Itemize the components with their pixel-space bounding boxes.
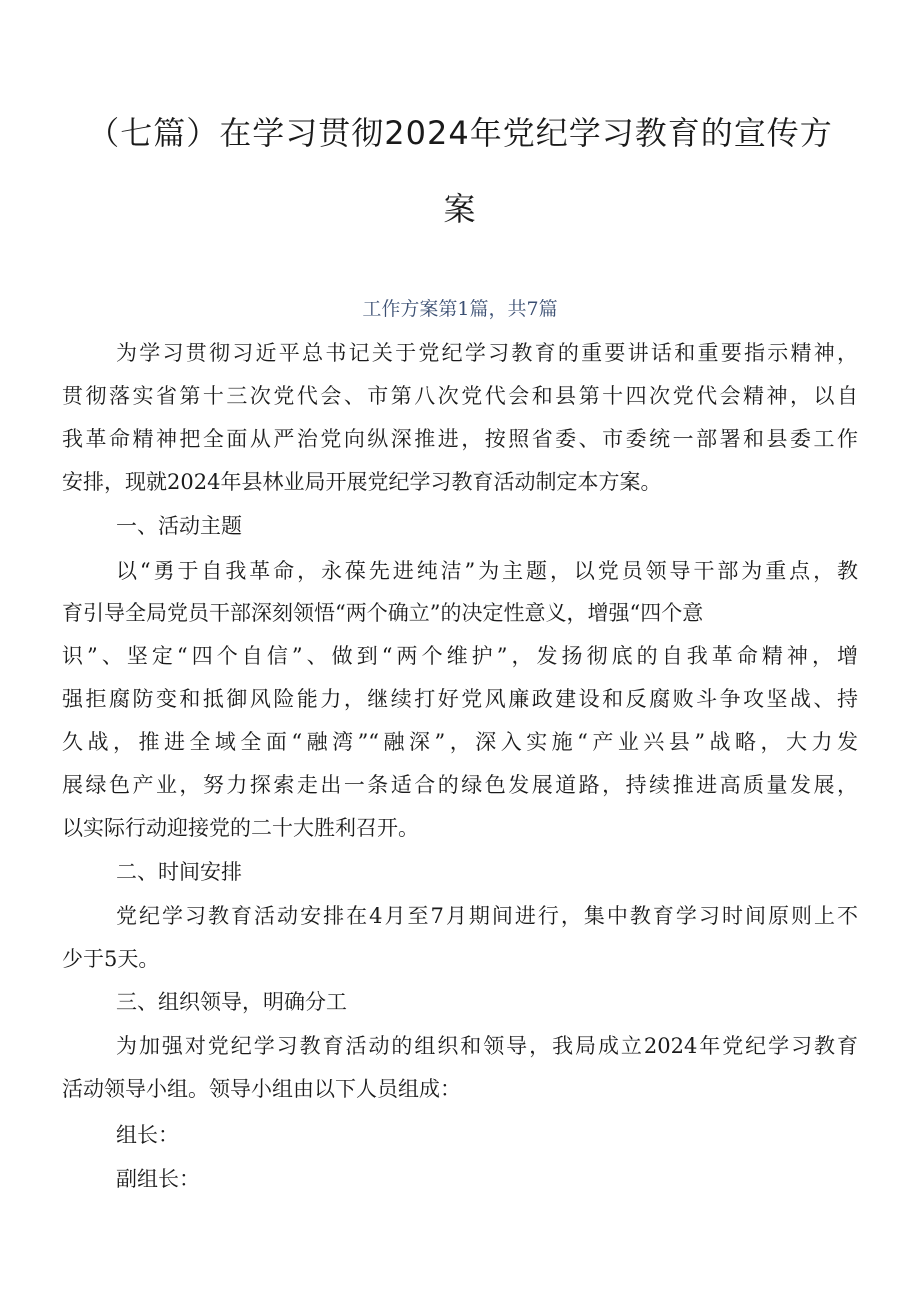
- paragraph-line: 为加强对党纪学习教育活动的组织和领导，我局成立2024年党纪学习教育: [116, 1034, 858, 1058]
- section-heading: 二、时间安排: [116, 860, 242, 884]
- paragraph-line: 强拒腐防变和抵御风险能力，继续打好党风廉政建设和反腐败斗争攻坚战、持: [62, 687, 858, 711]
- paragraph-line: 展绿色产业，努力探索走出一条适合的绿色发展道路，持续推进高质量发展，: [62, 773, 858, 797]
- paragraph-line: 以“勇于自我革命，永葆先进纯洁”为主题，以党员领导干部为重点，教: [116, 559, 858, 583]
- document-title-line-2: 案: [443, 190, 477, 228]
- section-heading: 三、组织领导，明确分工: [116, 990, 347, 1014]
- document-subtitle: 工作方案第1篇，共7篇: [362, 298, 558, 320]
- paragraph-line: 安排，现就2024年县林业局开展党纪学习教育活动制定本方案。: [62, 470, 662, 494]
- paragraph-line: 我革命精神把全面从严治党向纵深推进，按照省委、市委统一部署和县委工作: [62, 427, 858, 451]
- paragraph-line: 以实际行动迎接党的二十大胜利召开。: [62, 816, 419, 840]
- paragraph-line: 少于5天。: [62, 947, 160, 971]
- paragraph-line: 识”、坚定“四个自信”、做到“两个维护”，发扬彻底的自我革命精神，增: [62, 644, 858, 668]
- group-leader-label: 组长：: [116, 1123, 179, 1147]
- paragraph-line: 久战，推进全域全面“融湾”“融深”，深入实施“产业兴县”战略，大力发: [62, 730, 858, 754]
- paragraph-line: 为学习贯彻习近平总书记关于党纪学习教育的重要讲话和重要指示精神，: [116, 341, 858, 365]
- deputy-group-leader-label: 副组长：: [116, 1167, 200, 1191]
- document-title-line-1: （七篇）在学习贯彻2024年党纪学习教育的宣传方: [87, 114, 833, 152]
- paragraph-line: 育引导全局党员干部深刻领悟“两个确立”的决定性意义，增强“四个意: [62, 601, 704, 625]
- section-heading: 一、活动主题: [116, 514, 242, 538]
- paragraph-line: 活动领导小组。领导小组由以下人员组成：: [62, 1077, 461, 1101]
- paragraph-line: 党纪学习教育活动安排在4月至7月期间进行，集中教育学习时间原则上不: [116, 904, 858, 928]
- paragraph-line: 贯彻落实省第十三次党代会、市第八次党代会和县第十四次党代会精神，以自: [62, 384, 858, 408]
